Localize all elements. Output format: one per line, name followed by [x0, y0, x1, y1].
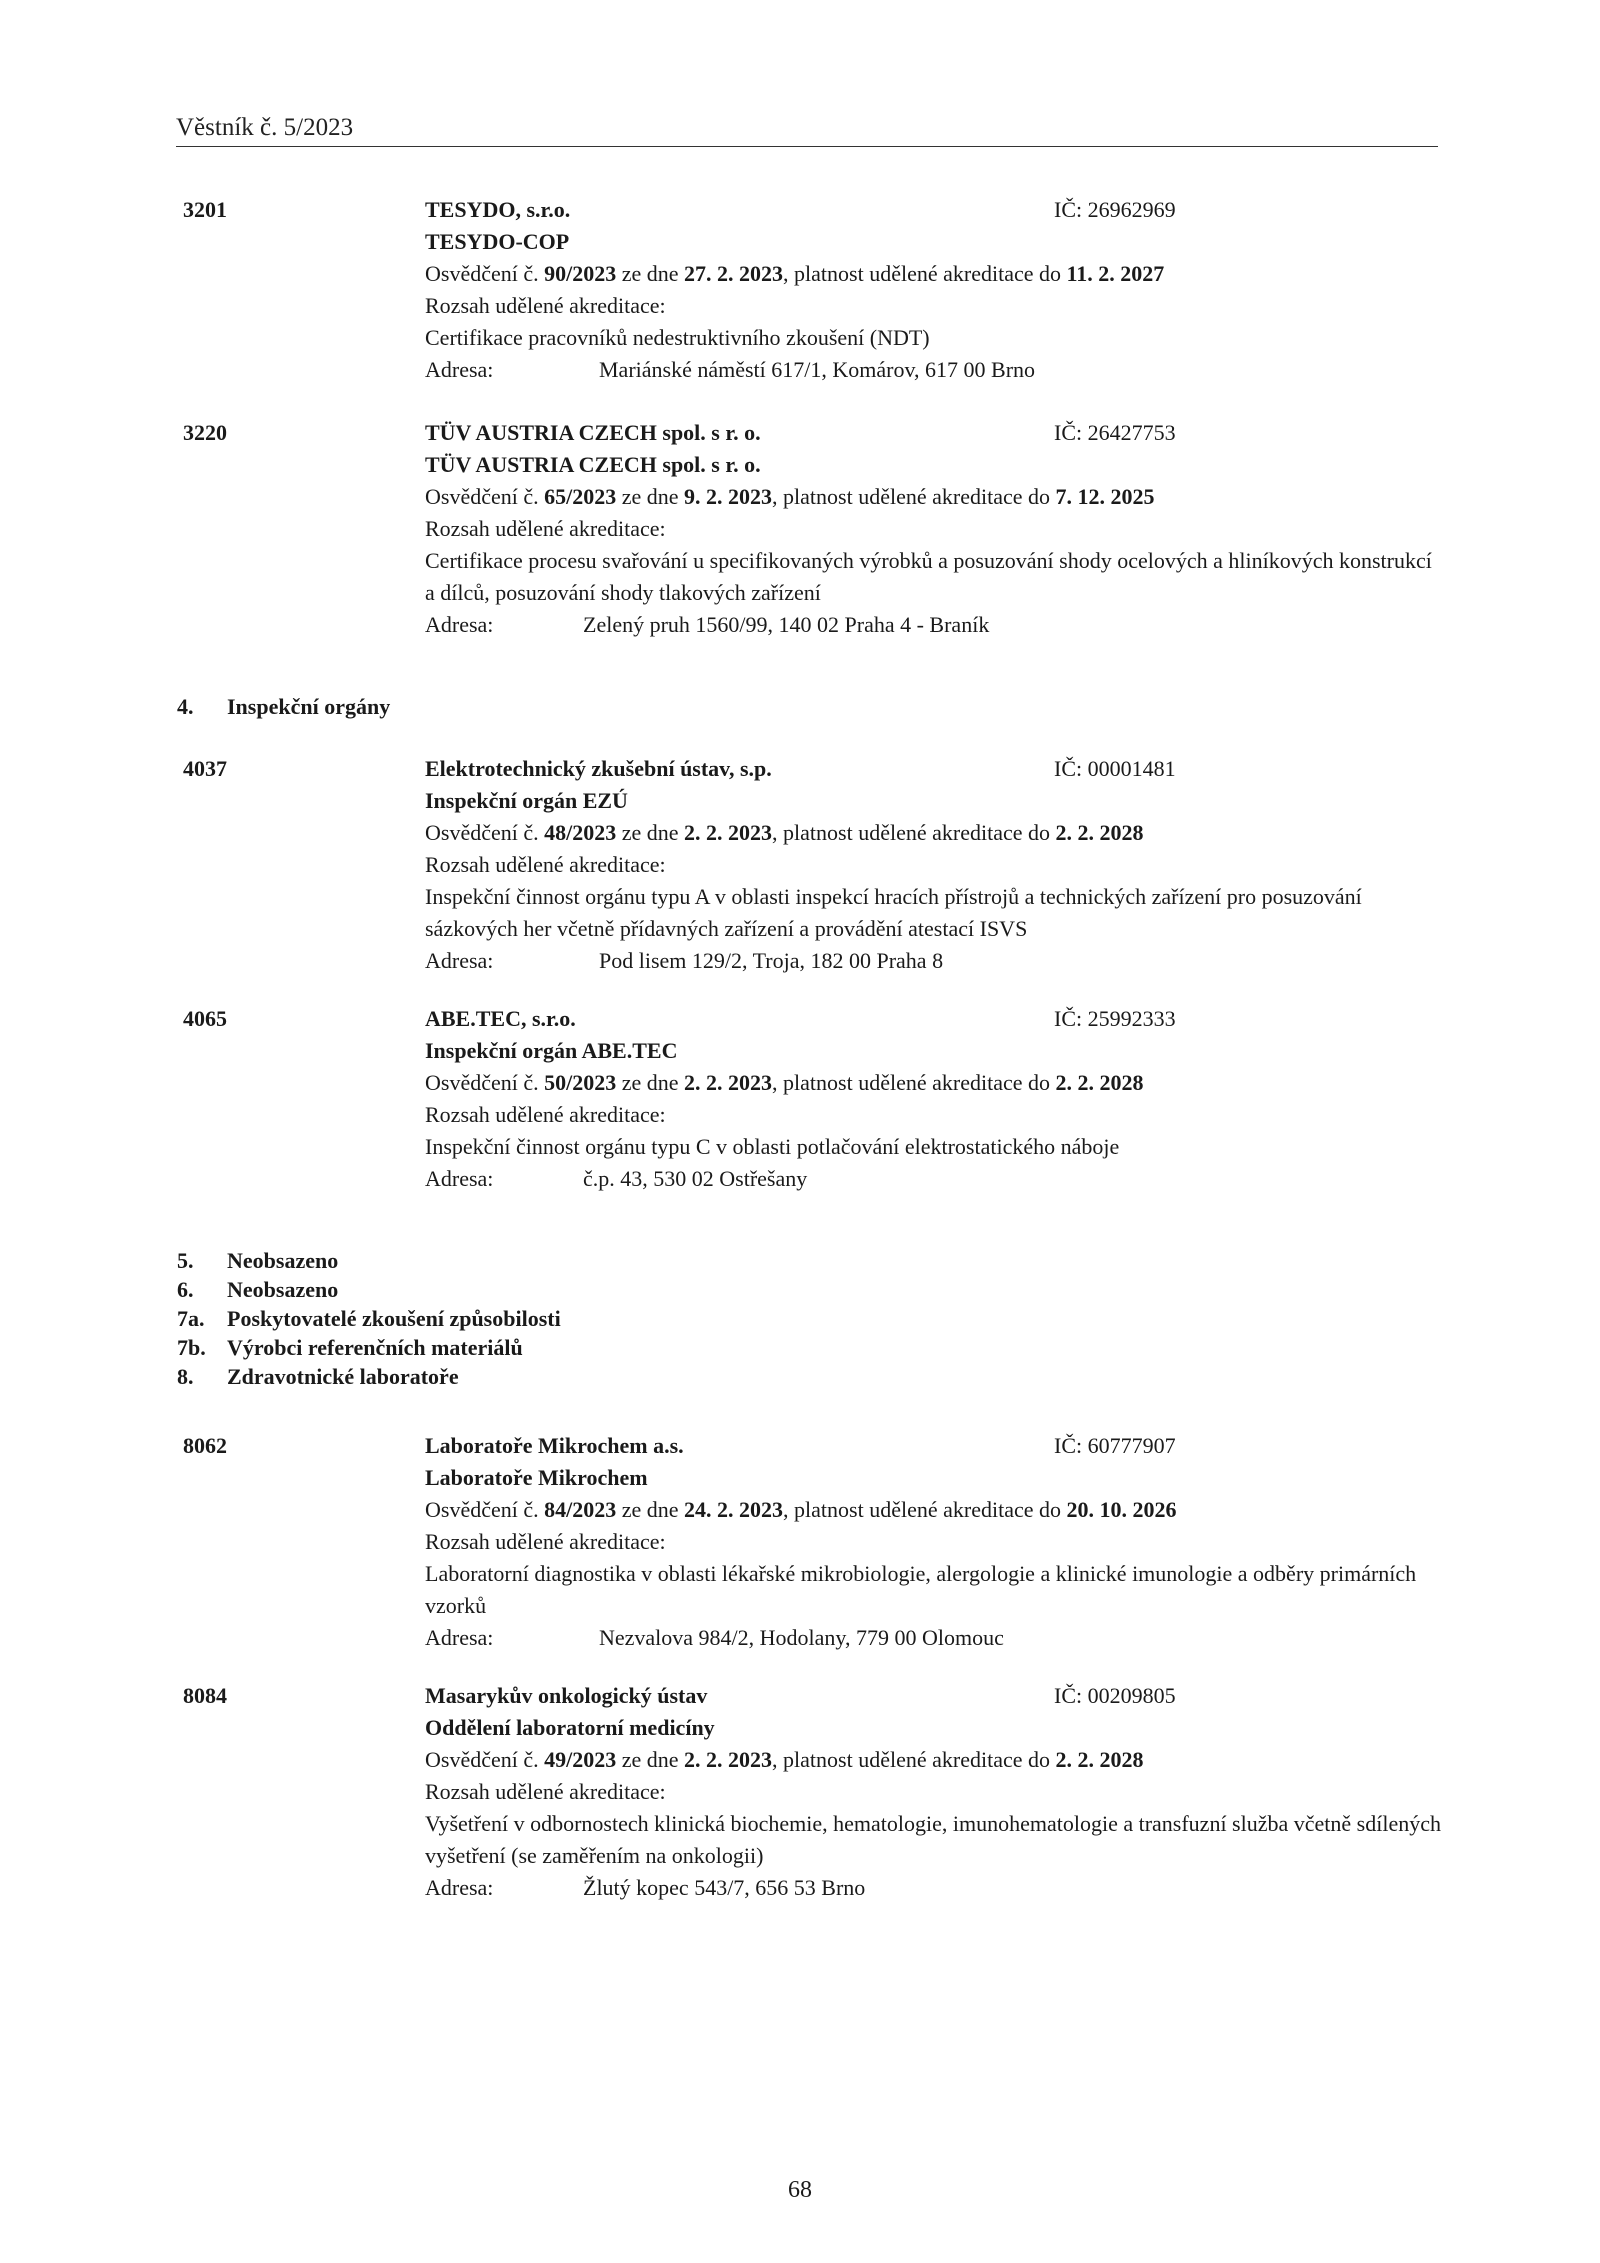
address-line [425, 1622, 1443, 1654]
section-title: Neobsazeno [227, 1277, 339, 1302]
entry-body [425, 1430, 1443, 1654]
entry-number: 4037 [183, 756, 227, 781]
date-label: ze dne [621, 1070, 679, 1095]
address-label: Adresa: [425, 1875, 494, 1900]
certificate-line [425, 1067, 1443, 1099]
scope-text: Laboratorní diagnostika v oblasti lékařské mikrobiologie, alergologie a klinické imunologie a odběry primárních vzorků [425, 1561, 1417, 1618]
scope-text: Certifikace procesu svařování u specifikovaných výrobků a posuzování shody ocelových a hliníkových konstrukcí a dílců, posuzování shody tlakových zařízení [425, 548, 1432, 605]
unit-name: TESYDO-COP [425, 229, 570, 254]
address-label: Adresa: [425, 1625, 494, 1650]
address-value: Žlutý kopec 543/7, 656 53 Brno [583, 1875, 866, 1900]
cert-number: 65/2023 [544, 484, 617, 509]
cert-label: Osvědčení č. [425, 261, 539, 286]
org-name: Laboratoře Mikrochem a.s. [425, 1433, 684, 1458]
cert-label: Osvědčení č. [425, 484, 539, 509]
unit-name: Oddělení laboratorní medicíny [425, 1715, 715, 1740]
address-line [425, 1872, 1443, 1904]
ic-field [1054, 1003, 1176, 1035]
address-value: č.p. 43, 530 02 Ostřešany [583, 1166, 808, 1191]
section-heading [177, 691, 390, 723]
ic-label: IČ: [1054, 756, 1083, 781]
scope-text: Vyšetření v odbornostech klinická biochemie, hematologie, imunohematologie a transfuzní služba včetně sdílených vyšetření (se zaměřením na onkologii) [425, 1811, 1441, 1868]
ic-label: IČ: [1054, 420, 1083, 445]
cert-date: 2. 2. 2023 [684, 820, 773, 845]
address-label: Adresa: [425, 612, 494, 637]
section-number: 6. [177, 1277, 194, 1302]
ic-label: IČ: [1054, 1006, 1083, 1031]
cert-date: 2. 2. 2023 [684, 1747, 773, 1772]
cert-label: Osvědčení č. [425, 820, 539, 845]
entry-number: 3220 [183, 420, 227, 445]
entry-number: 8062 [183, 1433, 227, 1458]
header-rule [176, 146, 1438, 147]
section-title: Inspekční orgány [227, 694, 391, 719]
section-number: 7b. [177, 1335, 206, 1360]
ic-field [1054, 1680, 1176, 1712]
org-name: Elektrotechnický zkušební ústav, s.p. [425, 756, 772, 781]
address-value: Pod lisem 129/2, Troja, 182 00 Praha 8 [599, 948, 944, 973]
address-line [425, 1163, 1443, 1195]
section-heading [177, 1274, 338, 1306]
section-heading [177, 1303, 561, 1335]
scope-text: Inspekční činnost orgánu typu C v oblasti potlačování elektrostatického náboje [425, 1134, 1120, 1159]
entry-body [425, 417, 1443, 641]
cert-label: Osvědčení č. [425, 1747, 539, 1772]
entry-body [425, 194, 1443, 386]
section-title: Výrobci referenčních materiálů [227, 1335, 523, 1360]
valid-to-date: 11. 2. 2027 [1066, 261, 1165, 286]
ic-value: 00001481 [1087, 756, 1176, 781]
unit-name: Inspekční orgán ABE.TEC [425, 1038, 678, 1063]
scope-label: Rozsah udělené akreditace: [425, 516, 666, 541]
ic-field [1054, 1430, 1176, 1462]
section-title: Poskytovatelé zkoušení způsobilosti [227, 1306, 561, 1331]
section-number: 8. [177, 1364, 194, 1389]
ic-value: 60777907 [1087, 1433, 1176, 1458]
validity-label: , platnost udělené akreditace do [772, 1070, 1050, 1095]
cert-label: Osvědčení č. [425, 1070, 539, 1095]
org-name: ABE.TEC, s.r.o. [425, 1006, 576, 1031]
address-line [425, 354, 1443, 386]
date-label: ze dne [621, 1497, 679, 1522]
ic-value: 00209805 [1087, 1683, 1176, 1708]
entry-body [425, 1003, 1443, 1195]
date-label: ze dne [621, 820, 679, 845]
certificate-line [425, 1744, 1443, 1776]
validity-label: , platnost udělené akreditace do [772, 820, 1050, 845]
ic-field [1054, 194, 1176, 226]
address-line [425, 945, 1443, 977]
cert-number: 84/2023 [544, 1497, 617, 1522]
scope-label: Rozsah udělené akreditace: [425, 852, 666, 877]
address-label: Adresa: [425, 948, 494, 973]
valid-to-date: 20. 10. 2026 [1066, 1497, 1177, 1522]
scope-text: Inspekční činnost orgánu typu A v oblasti inspekcí hracích přístrojů a technických zařízení pro posuzování sázkových her včetně přídavných zařízení a provádění atestací ISVS [425, 884, 1362, 941]
certificate-line [425, 817, 1443, 849]
cert-date: 24. 2. 2023 [684, 1497, 784, 1522]
unit-name: TÜV AUSTRIA CZECH spol. s r. o. [425, 452, 761, 477]
page-number: 68 [788, 2177, 812, 2203]
validity-label: , platnost udělené akreditace do [783, 261, 1061, 286]
entry-body [425, 753, 1443, 977]
scope-label: Rozsah udělené akreditace: [425, 1529, 666, 1554]
cert-number: 48/2023 [544, 820, 617, 845]
certificate-line [425, 481, 1443, 513]
address-line [425, 609, 1443, 641]
validity-label: , platnost udělené akreditace do [772, 1747, 1050, 1772]
valid-to-date: 2. 2. 2028 [1055, 1070, 1144, 1095]
validity-label: , platnost udělené akreditace do [772, 484, 1050, 509]
cert-number: 49/2023 [544, 1747, 617, 1772]
scope-label: Rozsah udělené akreditace: [425, 293, 666, 318]
section-heading [177, 1361, 459, 1393]
date-label: ze dne [621, 1747, 679, 1772]
cert-label: Osvědčení č. [425, 1497, 539, 1522]
section-title: Neobsazeno [227, 1248, 339, 1273]
cert-date: 9. 2. 2023 [684, 484, 773, 509]
org-name: Masarykův onkologický ústav [425, 1683, 708, 1708]
scope-label: Rozsah udělené akreditace: [425, 1102, 666, 1127]
valid-to-date: 7. 12. 2025 [1055, 484, 1155, 509]
section-heading [177, 1245, 338, 1277]
ic-label: IČ: [1054, 1433, 1083, 1458]
ic-label: IČ: [1054, 197, 1083, 222]
address-value: Zelený pruh 1560/99, 140 02 Praha 4 - Braník [583, 612, 990, 637]
certificate-line [425, 258, 1443, 290]
address-label: Adresa: [425, 1166, 494, 1191]
section-heading [177, 1332, 523, 1364]
section-number: 5. [177, 1248, 194, 1273]
unit-name: Inspekční orgán EZÚ [425, 788, 628, 813]
entry-number: 8084 [183, 1683, 227, 1708]
org-name: TÜV AUSTRIA CZECH spol. s r. o. [425, 420, 761, 445]
cert-date: 27. 2. 2023 [684, 261, 784, 286]
ic-field [1054, 753, 1176, 785]
scope-label: Rozsah udělené akreditace: [425, 1779, 666, 1804]
org-name: TESYDO, s.r.o. [425, 197, 571, 222]
ic-field [1054, 417, 1176, 449]
section-title: Zdravotnické laboratoře [227, 1364, 459, 1389]
valid-to-date: 2. 2. 2028 [1055, 820, 1144, 845]
scope-text: Certifikace pracovníků nedestruktivního zkoušení (NDT) [425, 325, 930, 350]
unit-name: Laboratoře Mikrochem [425, 1465, 648, 1490]
cert-number: 90/2023 [544, 261, 617, 286]
cert-date: 2. 2. 2023 [684, 1070, 773, 1095]
entry-body [425, 1680, 1443, 1904]
date-label: ze dne [621, 261, 679, 286]
validity-label: , platnost udělené akreditace do [783, 1497, 1061, 1522]
certificate-line [425, 1494, 1443, 1526]
cert-number: 50/2023 [544, 1070, 617, 1095]
section-number: 4. [177, 694, 194, 719]
ic-value: 25992333 [1087, 1006, 1176, 1031]
address-value: Nezvalova 984/2, Hodolany, 779 00 Olomouc [599, 1625, 1004, 1650]
entry-number: 4065 [183, 1006, 227, 1031]
address-value: Mariánské náměstí 617/1, Komárov, 617 00 Brno [599, 357, 1036, 382]
valid-to-date: 2. 2. 2028 [1055, 1747, 1144, 1772]
ic-label: IČ: [1054, 1683, 1083, 1708]
entry-number: 3201 [183, 197, 227, 222]
ic-value: 26962969 [1087, 197, 1176, 222]
section-number: 7a. [177, 1306, 205, 1331]
address-label: Adresa: [425, 357, 494, 382]
ic-value: 26427753 [1087, 420, 1176, 445]
date-label: ze dne [621, 484, 679, 509]
running-header: Věstník č. 5/2023 [176, 114, 354, 141]
